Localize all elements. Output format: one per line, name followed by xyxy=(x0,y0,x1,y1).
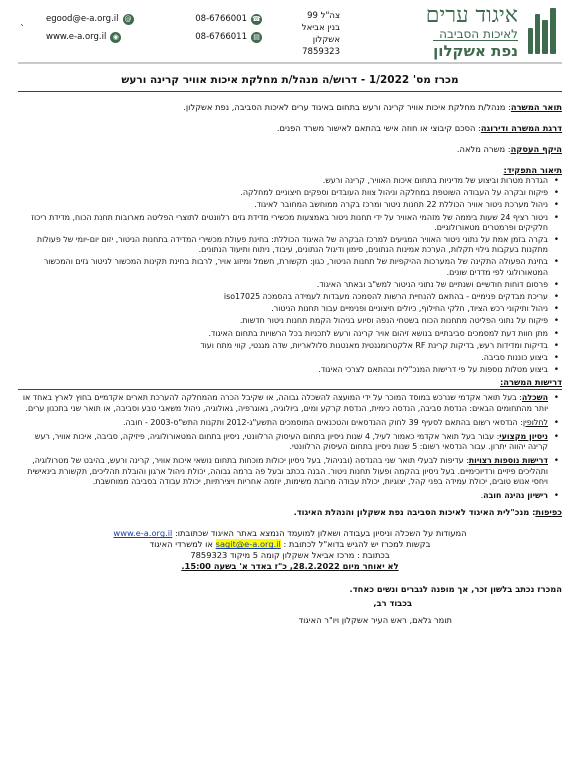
requirement-item xyxy=(18,456,548,487)
requirement-text: : בעל תואר אקדמי שנרכש במוסד המוכר על ידי המועצה להשכלה גבוהה, או שקיבל הכרה מהמחלקה להערכת תארים אקדמיים בחוץ לארץ באחד או יותר מהתחומים הבאים: הנדסת סביבה, הנדסה כימית, הנדסת קרקע ומים, ביולוגיה, גאוגרפיה, גאולוגיה, ניהול משאבי טבע וסביבה, או תואר שני בתכנון ערים. xyxy=(22,393,548,413)
phone-icon: ☎ xyxy=(252,15,261,23)
header-website[interactable]: www.e-a.org.il xyxy=(46,32,107,42)
apply-text-1: המעודות על השכלה וניסיון בעבודה ושאלון למועמד הנמצא באתר האיגוד שכתובתו: xyxy=(172,528,467,539)
phone-block xyxy=(195,10,262,46)
tender-title: מכרז מס' 1/2022 - דרוש/ה מנהל/ת מחלקת איכות אוויר קרינה ורעש xyxy=(121,74,459,86)
application-email-link[interactable]: sagit@e-a.org.il xyxy=(215,539,281,550)
requirement-item xyxy=(18,491,548,501)
requirement-label: לחלופין xyxy=(522,417,548,427)
address-block xyxy=(272,10,340,58)
reports-to-line xyxy=(18,507,562,518)
requirements-divider xyxy=(18,389,562,390)
duty-item: • פיקוח ובקרה על העבודה השוטפת במחלקה וניהול צוות העובדים וספקים חיצוניים למחלקה. xyxy=(18,188,548,198)
duty-item: • ניהול ותיקוני רכש הציוד, חלקי החילוף, כיולים חיצוניים ופנימיים עבור תחנות הניטור. xyxy=(18,304,548,314)
duties-label: תיאור התפקיד: xyxy=(503,165,562,175)
requirements-label: דרישות המשרה: xyxy=(499,377,562,388)
duty-item: • בקרה בזמן אמת על נתוני ניטור האוויר המגיעים למרכז הבקרה של האיגוד הכוללת: בחינת פעולת מכשירי המדידה בתחנות הניטור, יזום יום-יומי של פעולות מתקנות בעקבות גילוי תקלות, הערכת אמינות הנתונים, סימון ודיגול הנתונים, עיבוד, ניתוח ותיעוד הנתונים. xyxy=(18,235,548,255)
apply-line-1 xyxy=(18,528,562,539)
duty-item: • מתן חוות דעת למסמכים סביבתיים בנושא זיהום אויר קרינה ורעש לתכניות בכל הרשויות בתחום האיגוד. xyxy=(18,329,548,339)
closing: בכבוד רב, xyxy=(373,598,412,609)
corner-mark: ˋ xyxy=(20,24,25,35)
duty-item: • עריכת מבדקים פנימיים - בהתאם להנחיית הרשות להסמכה מעבדות לעמידה בהסמכה iso17025 xyxy=(18,292,548,302)
job-title-label: תואר המשרה xyxy=(510,102,562,112)
address-zip: 7859323 xyxy=(302,47,340,57)
email-icon: @ xyxy=(124,15,132,23)
duty-item: • פיקוח על נתוני הפליטה מתחנות הכוח בשטחי הנפה וסיוע בניהול הקמת תחנות ניטור חדשות. xyxy=(18,316,548,326)
grade-line xyxy=(18,123,562,134)
reports-to-text: : מנכ"לית האיגוד לאיכות הסביבה נפת אשקלון והנהלת האיגוד. xyxy=(293,507,536,518)
requirements-heading xyxy=(18,377,562,388)
phone-number[interactable]: 08-6766001 xyxy=(195,14,247,24)
logo-line-1: איגוד ערים xyxy=(425,3,518,28)
address-building: בנין אביאל אשקלון xyxy=(301,23,340,45)
logo-line-3: נפת אשקלון xyxy=(433,42,518,60)
scope-line xyxy=(18,144,562,155)
duty-item: • הגדרת מטרות וביצוע של מדיניות בתחום איכות האוויר, קרינה ורעש. xyxy=(18,176,548,186)
grade-label: דרגת המשרה ודירוגה xyxy=(480,123,562,133)
job-title-line xyxy=(18,102,562,113)
requirement-label: השכלה xyxy=(521,393,548,403)
fax-number: 08-6766011 xyxy=(195,32,247,42)
address-street: צה"ל 99 xyxy=(307,11,340,21)
duty-item: • ניהול מערכת ניטור אוויר הכוללת 22 תחנות ניטור ומרכז בקרה ממוחשב המחובר לאיגוד. xyxy=(18,200,548,210)
globe-icon: ◉ xyxy=(110,32,121,43)
deadline-line: לא יאוחר מיום 28.2.2022, כ"ז באדר א' בשעה 15:00. xyxy=(181,561,399,572)
duties-list xyxy=(18,176,562,375)
duty-item: • פרסום דוחות חודשיים ושנתיים של נתוני הניטור למש"ב ובאתר האיגוד. xyxy=(18,280,548,290)
requirement-label: ניסיון מקצועי xyxy=(499,432,548,442)
apply-text-2: בקשות למכרז יש להגיש בדוא"ל לכתובת : xyxy=(280,539,431,550)
duty-item: • בדיקות ומדידות רעש, בדיקות קרינת RF אלקטרומגנטית מאנטנות סלולאריות, שדה מגנטי, קווי מתח ועוד xyxy=(18,341,548,351)
requirement-text: . xyxy=(480,491,484,501)
requirement-text: : עדיפות לבעלי תואר שני בהנדסה (ובניהול, בעל ניסיון יכולות מוכחות בתחום נושאי איכות אוויר, קרינה ורעש, בהיבט של מטרולוגיה, ותהליכים פיזיים ורדיוכימיים. בעל ניסיון בהקמה ופעול תחנות ניטור. הבנה בכתב ובעל פה ברמה גבוהה, יכולת ניהול ארגון והובלת תהליכים, תקשורת בינאישית ויחסי אנוש טובים, יכולת עמידה בפני קהל, יצוגיות, יכולת עבודה מרובת משימות, יוזמה אחריות ויצירתיות, יכולת עבודה בסביבה ממוחשבת. xyxy=(27,456,548,486)
duty-item: • בחינת הפעולה התקינה של המערכות ההיקפיות של תחנות הניטור, כגון: תקשורת, חשמל ומיזוג אויר, לרבות בחינת תקינות המכשור לניטור גזים והמכשור המטאורולוגי לפי מדדים שונים. xyxy=(18,257,548,277)
fax-icon: ▤ xyxy=(251,32,262,43)
duty-item: • ניטור רציף 24 שעות ביממה של מזהמי האוויר על ידי תחנות ניטור באמצעות מכשירי מדידת גזים רלוונטים לתוצרי הפליטה מארובות תחנת הכוח, מדידת ריכוז חלקיקים ופרמטרים מטאורולוגיים. xyxy=(18,213,548,233)
signature: תומר גלאם, ראש העיר אשקלון ויו"ר האיגוד xyxy=(298,615,452,626)
grade-text: : הסכם קיבוצי או חוזה אישי בהתאם לאישור משרד הפנים. xyxy=(276,123,481,133)
logo-line-2: לאיכות הסביבה xyxy=(439,27,518,41)
job-title-text: : מנהל/ת מחלקת איכות אוויר קרינה ורעש בתחום באיגוד ערים לאיכות הסביבה, נפת אשקלון. xyxy=(183,102,511,112)
apply-line-3: בכתובת : מרכז אביאל אשקלון קומה 5 מיקוד 7859323 xyxy=(190,550,390,561)
requirement-text: : הנדסאי רשום בהתאם לסעיף 39 לחוק ההנדסאים והטכנאים המוסמכים התשע"ג-2012 ותקנות התש"ס-2003 - חובה. xyxy=(123,417,523,427)
gender-note: המכרז נכתב בלשון זכר, אך מופנה לגברים ונשים כאחד. xyxy=(349,584,562,595)
header-email[interactable]: egood@e-a.org.il xyxy=(46,14,119,24)
application-block xyxy=(18,528,562,572)
scope-label: היקף העסקה xyxy=(510,144,562,154)
requirement-text: : עבור בעל תואר אקדמי כאמור לעיל, 4 שנות ניסיון בתחום העיסוק הרלוונטי, ניסיון בתחום המטאורולוגיה, פיזיקה, סביבה, איכות אוויר, רעש קרינה יהווה יתרון. עבור הנדסאי רשום: 5 שנות ניסיון בתחום העיסוק הרלוונטי. xyxy=(34,432,548,452)
requirements-list xyxy=(18,393,562,501)
reports-to-label: כפיפות xyxy=(535,507,562,518)
requirement-item xyxy=(18,393,548,413)
letterhead xyxy=(18,0,562,64)
title-divider xyxy=(18,91,562,92)
buildings-logo-icon xyxy=(528,6,556,54)
requirement-item xyxy=(18,418,548,428)
scope-text: : משרה מלאה. xyxy=(456,144,511,154)
web-block xyxy=(46,10,134,46)
apply-line-2 xyxy=(18,539,562,550)
apply-text-2b: או למשרדי האיגוד xyxy=(149,539,216,550)
website-link[interactable]: www.e-a.org.il xyxy=(113,528,173,539)
requirement-label: דרישות נוספות רצויות xyxy=(468,456,548,466)
duties-heading xyxy=(18,165,562,176)
organization-logo xyxy=(358,2,558,60)
requirement-label: רישיון נהיגה חובה xyxy=(483,491,548,501)
duty-item: • ביצוע כוננות סביבה. xyxy=(18,353,548,363)
duty-item: • ביצוע מטלות נוספות על פי דרישות המנכ"לית ובהתאם לצרכי האיגוד. xyxy=(18,365,548,375)
requirement-item xyxy=(18,432,548,452)
